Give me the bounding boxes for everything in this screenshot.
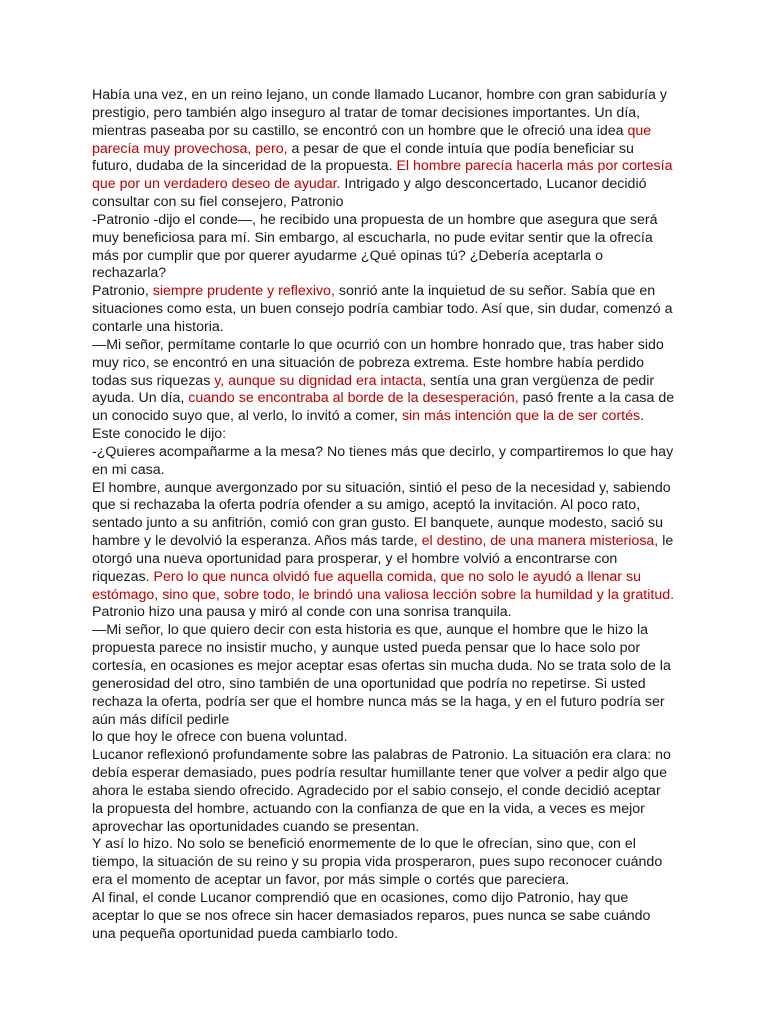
body-text: debía esperar demasiado, pues podría resultar humillante tener que volver a pedir algo que — [92, 765, 667, 782]
highlighted-text: sin más intención que la de ser cortés — [401, 408, 641, 425]
text-line — [92, 926, 692, 944]
text-line — [92, 515, 692, 533]
text-line — [92, 158, 692, 176]
body-text: lo que hoy le ofrece con buena voluntad. — [92, 729, 348, 746]
text-line — [92, 283, 692, 301]
text-line — [92, 141, 692, 159]
body-text: consultar con su fiel consejero, Patronio — [92, 194, 344, 211]
body-text: —Mi señor, permítame contarle lo que ocurrió con un hombre honrado que, tras haber sido — [92, 336, 664, 353]
body-text: todas sus riquezas — [92, 372, 215, 389]
highlighted-text: que — [627, 122, 652, 139]
body-text: ahora le estaba siendo ofrecido. Agradecido por el sabio consejo, el conde decidió aceptar — [92, 782, 661, 799]
highlighted-text: estómago, sino que, sobre todo, le brindó una valiosa lección sobre la humildad y la gratitud. — [92, 586, 675, 603]
text-line — [92, 248, 692, 266]
body-text: Lucanor reflexionó profundamente sobre las palabras de Patronio. La situación era clara: no — [92, 747, 671, 764]
text-line — [92, 337, 692, 355]
highlighted-text: que por un verdadero deseo de ayudar. — [92, 176, 341, 193]
text-line — [92, 87, 692, 105]
body-text: muy beneficiosa para mí. Sin embargo, al escucharla, no pude evitar sentir que la ofrecía — [92, 229, 653, 246]
body-text: -¿Quieres acompañarme a la mesa? No tienes más que decirlo, y compartiremos lo que hay — [92, 443, 674, 460]
body-text: una pequeña oportunidad pueda cambiarlo todo. — [92, 925, 399, 942]
body-text: rechaza la oferta, podría ser que el hombre nunca más se la haga, y en el futuro podría ser — [92, 693, 665, 710]
body-text: ayuda. Un día, — [92, 390, 189, 407]
body-text: le — [658, 533, 674, 550]
body-text: muy rico, se encontró en una situación de pobreza extrema. Este hombre había perdido — [92, 354, 645, 371]
body-text: propuesta parece no insistir mucho, y aunque usted pueda pensar que lo hace solo por — [92, 640, 641, 657]
body-text: . — [640, 408, 645, 425]
text-line — [92, 194, 692, 212]
highlighted-text: el destino, de una manera misteriosa, — [421, 533, 659, 550]
text-line — [92, 105, 692, 123]
highlighted-text: Pero lo que nunca olvidó fue aquella comida, que no solo le ayudó a llenar su — [153, 568, 641, 585]
text-line — [92, 230, 692, 248]
body-text: Patronio hizo una pausa y miró al conde con una sonrisa tranquila. — [92, 604, 512, 621]
body-text: contarle una historia. — [92, 318, 224, 335]
body-text: en mi casa. — [92, 461, 165, 478]
text-line — [92, 640, 692, 658]
text-line — [92, 712, 692, 730]
text-line — [92, 890, 692, 908]
text-line — [92, 622, 692, 640]
text-line — [92, 854, 692, 872]
body-text: sentía una gran vergüenza de pedir — [426, 372, 655, 389]
text-line — [92, 836, 692, 854]
text-line — [92, 729, 692, 747]
body-text: cortesía, en ocasiones es mejor aceptar esas ofertas sin mucha duda. No se trata solo de la — [92, 658, 671, 674]
text-line — [92, 319, 692, 337]
text-line — [92, 123, 692, 141]
body-text: rechazarla? — [92, 265, 167, 282]
body-text: la propuesta del hombre, actuando con la confianza de que en la vida, a veces es mejor — [92, 800, 645, 817]
text-line — [92, 587, 692, 605]
body-text: era el momento de aceptar un favor, por más simple o cortés que pareciera. — [92, 872, 570, 889]
text-line — [92, 301, 692, 319]
highlighted-text: y, aunque su dignidad era intacta, — [214, 372, 427, 389]
body-text: sentado junto a su anfitrión, comió con gran gusto. El banquete, aunque modesto, sació su — [92, 515, 664, 532]
highlighted-text: El hombre parecía hacerla más por cortesía — [396, 158, 673, 175]
body-text: pasó frente a la casa de — [518, 390, 675, 407]
text-line — [92, 355, 692, 373]
body-text: hambre y le devolvió la esperanza. Años más tarde, — [92, 533, 422, 550]
body-text: generosidad del otro, sino también de una oportunidad que podría no repetirse. Si usted — [92, 675, 646, 692]
body-text: Había una vez, en un reino lejano, un conde llamado Lucanor, hombre con gran sabiduría y — [92, 87, 667, 103]
text-line — [92, 783, 692, 801]
text-line — [92, 551, 692, 569]
text-line — [92, 408, 692, 426]
body-text: mientras paseaba por su castillo, se encontró con un hombre que le ofreció una idea — [92, 122, 628, 139]
body-text: Este conocido le dijo: — [92, 426, 227, 443]
body-text: futuro, dudaba de la sinceridad de la propuesta. — [92, 158, 397, 175]
text-line — [92, 462, 692, 480]
text-line — [92, 480, 692, 498]
text-line — [92, 569, 692, 587]
body-text: Intrigado y algo desconcertado, Lucanor decidió — [340, 176, 647, 193]
body-text: El hombre, aunque avergonzado por su situación, sintió el peso de la necesidad y, sabiendo — [92, 479, 671, 496]
text-line — [92, 390, 692, 408]
text-line — [92, 676, 692, 694]
body-text: otorgó una nueva oportunidad para prosperar, y el hombre volvió a encontrarse con — [92, 550, 618, 567]
body-text: más por cumplir que por querer ayudarme ¿Qué opinas tú? ¿Debería aceptarla o — [92, 247, 604, 264]
highlighted-text: siempre prudente y reflexivo, — [152, 283, 335, 300]
text-line — [92, 658, 692, 676]
text-line — [92, 765, 692, 783]
body-text: a pesar de que el conde intuía que podía beneficiar su — [287, 140, 634, 157]
text-line — [92, 747, 692, 765]
text-line — [92, 801, 692, 819]
text-line — [92, 497, 692, 515]
body-text: Y así lo hizo. No solo se benefició enormemente de lo que le ofrecían, sino que, con el — [92, 836, 636, 853]
body-text: Patronio, — [92, 283, 153, 300]
body-text: —Mi señor, lo que quiero decir con esta historia es que, aunque el hombre que le hizo la — [92, 622, 649, 639]
body-text: aprovechar las oportunidades cuando se presentan. — [92, 818, 420, 835]
text-line — [92, 872, 692, 890]
body-text: Al final, el conde Lucanor comprendió que en ocasiones, como dijo Patronio, hay que — [92, 889, 629, 906]
body-text: sonrió ante la inquietud de su señor. Sabía que en — [334, 283, 656, 300]
text-line — [92, 694, 692, 712]
body-text: aceptar lo que se nos ofrece sin hacer demasiados reparos, pues nunca se sabe cuándo — [92, 907, 651, 924]
document-body — [92, 87, 692, 944]
text-line — [92, 373, 692, 391]
text-line — [92, 908, 692, 926]
text-line — [92, 212, 692, 230]
body-text: tiempo, la situación de su reino y su propia vida prosperaron, pues supo reconocer cuándo — [92, 854, 663, 871]
body-text: un conocido suyo que, al verlo, lo invitó a comer, — [92, 408, 402, 425]
text-line — [92, 604, 692, 622]
body-text: aún más difícil pedirle — [92, 711, 230, 728]
body-text: prestigio, pero también algo inseguro al tratar de tomar decisiones importantes. Un día, — [92, 104, 641, 121]
body-text: que si rechazaba la oferta podría ofender a su amigo, aceptó la invitación. Al poco rato, — [92, 497, 641, 514]
text-line — [92, 533, 692, 551]
body-text: riquezas. — [92, 568, 154, 585]
text-line — [92, 176, 692, 194]
highlighted-text: parecía muy provechosa, pero, — [92, 140, 288, 157]
text-line — [92, 265, 692, 283]
body-text: -Patronio -dijo el conde—, he recibido una propuesta de un hombre que asegura que será — [92, 211, 658, 228]
text-line — [92, 426, 692, 444]
text-line — [92, 444, 692, 462]
body-text: situaciones como esta, un buen consejo podría cambiar todo. Así que, sin dudar, comenzó a — [92, 301, 673, 318]
highlighted-text: cuando se encontraba al borde de la desesperación, — [188, 390, 519, 407]
text-line — [92, 819, 692, 837]
